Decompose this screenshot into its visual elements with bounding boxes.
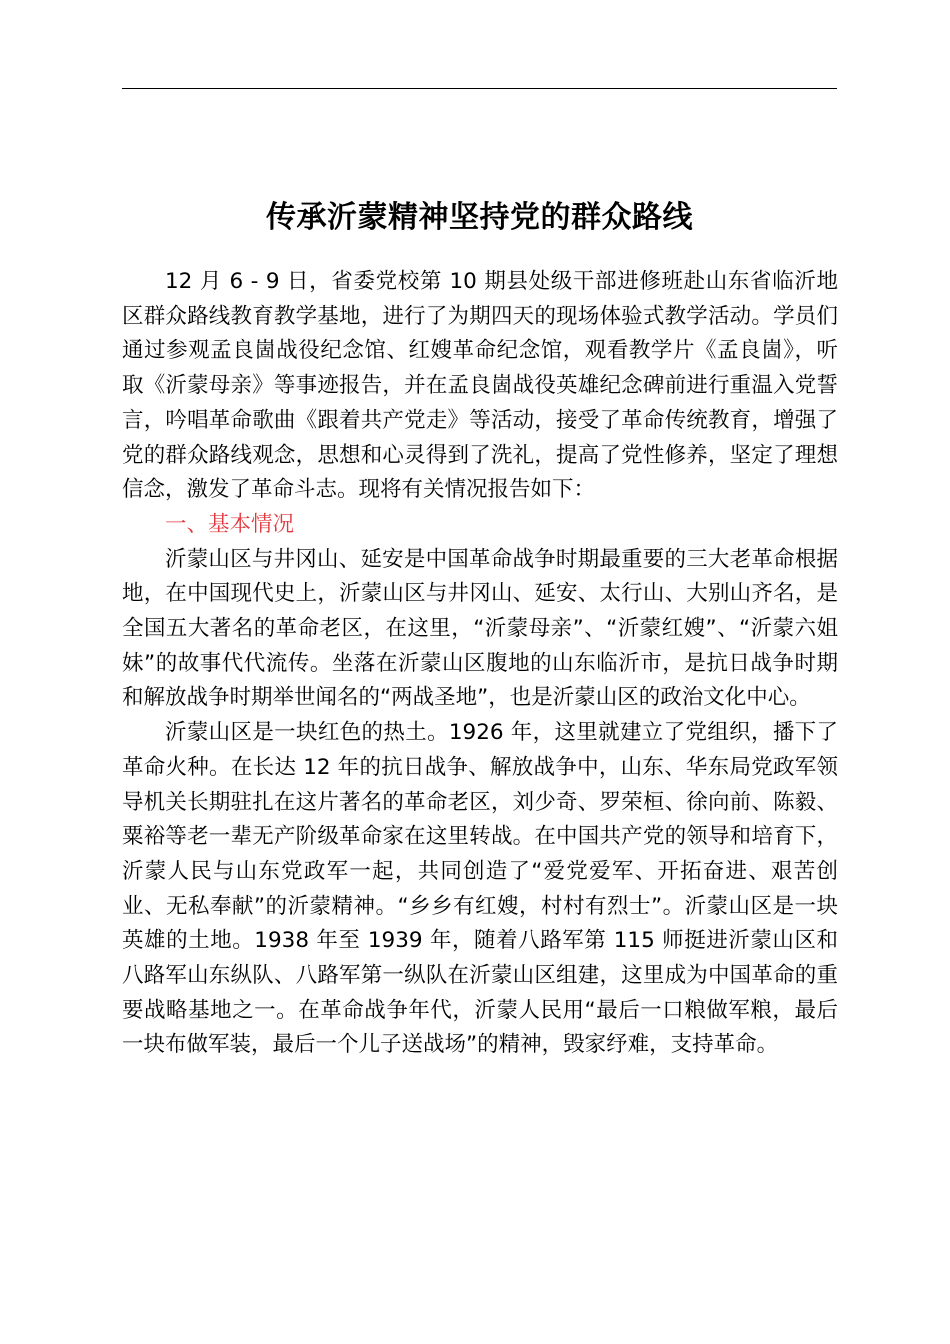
- header-rule: [122, 88, 837, 89]
- section-paragraph-2: 沂蒙山区是一块红色的热土。1926 年，这里就建立了党组织，播下了革命火种。在长达 12 年的抗日战争、解放战争中，山东、华东局党政军领导机关长期驻扎在这片著名的革命老区，刘少奇、罗荣桓、徐向前、陈毅、粟裕等老一辈无产阶级革命家在这里转战。在中国共产党的领导和培育下，沂蒙人民与山东党政军一起，共同创造了“爱党爱军、开拓奋进、艰苦创业、无私奉献”的沂蒙精神。“乡乡有红嫂，村村有烈士”。沂蒙山区是一块英雄的土地。1938 年至 1939 年，随着八路军第 115 师挺进沂蒙山区和八路军山东纵队、八路军第一纵队在沂蒙山区组建，这里成为中国革命的重要战略基地之一。在革命战争年代，沂蒙人民用“最后一口粮做军粮，最后一块布做军装，最后一个儿子送战场”的精神，毁家纾难，支持革命。: [122, 720, 838, 1058]
- section-paragraph-1: 沂蒙山区与井冈山、延安是中国革命战争时期最重要的三大老革命根据地，在中国现代史上，沂蒙山区与井冈山、延安、太行山、大别山齐名，是全国五大著名的革命老区，在这里，“沂蒙母亲”、“沂蒙红嫂”、“沂蒙六姐妹”的故事代代流传。坐落在沂蒙山区腹地的山东临沂市，是抗日战争时期和解放战争时期举世闻名的“两战圣地”，也是沂蒙山区的政治文化中心。: [122, 546, 838, 711]
- section-heading: 一、基本情况: [165, 511, 295, 537]
- intro-paragraph: 12 月 6 - 9 日，省委党校第 10 期县处级干部进修班赴山东省临沂地区群众路线教育教学基地，进行了为期四天的现场体验式教学活动。学员们通过参观孟良崮战役纪念馆、红嫂革命纪念馆，观看教学片《孟良崮》，听取《沂蒙母亲》等事迹报告，并在孟良崮战役英雄纪念碑前进行重温入党誓言，吟唱革命歌曲《跟着共产党走》等活动，接受了革命传统教育，增强了党的群众路线观念，思想和心灵得到了洗礼，提高了党性修养，坚定了理想信念，激发了革命斗志。现将有关情况报告如下：: [122, 269, 838, 503]
- document-body: [122, 265, 838, 1063]
- document-title: 传承沂蒙精神坚持党的群众路线: [266, 200, 693, 236]
